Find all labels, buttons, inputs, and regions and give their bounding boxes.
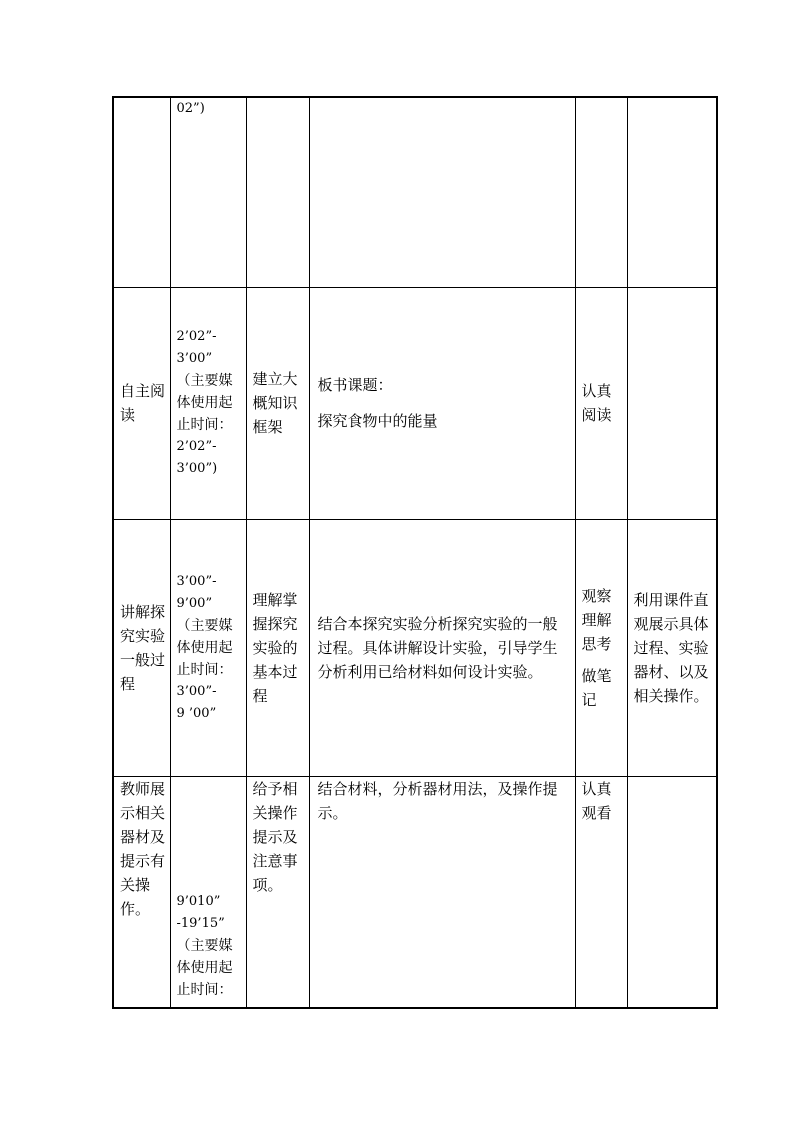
- intent-cell: [246, 97, 309, 287]
- student-text: 认真观看: [581, 779, 612, 822]
- stage-cell: [113, 97, 170, 287]
- teacher-text: 结合材料，分析器材用法，及操作提示。: [317, 779, 558, 822]
- table-row: [113, 97, 717, 287]
- teacher-activity-cell: [309, 287, 575, 519]
- stage-text: 教师展示相关器材及提示有关操作。: [120, 779, 166, 918]
- lesson-plan-table: [112, 96, 718, 1009]
- time-line: 9’00”: [176, 595, 213, 611]
- time-line: -19’15”: [176, 916, 225, 931]
- intent-text: 理解掌握探究实验的基本过程: [252, 590, 298, 705]
- time-cell: [170, 519, 246, 776]
- time-line: 3’00”): [176, 461, 218, 476]
- stage-text: 自主阅读: [120, 382, 166, 424]
- intent-text: 给予相关操作提示及注意事项。: [252, 779, 298, 894]
- teacher-line: 板书课题：: [317, 376, 393, 394]
- time-note: （主要媒体使用起止时间：: [176, 938, 233, 998]
- time-line: 3’00”: [176, 351, 213, 366]
- table-row: [113, 776, 717, 1008]
- time-line: 02”): [176, 101, 205, 116]
- stage-text: 讲解探究实验一般过程: [120, 602, 166, 693]
- teacher-activity-cell: [309, 519, 575, 776]
- time-note: （主要媒体使用起止时间：: [176, 373, 233, 433]
- intent-cell: [246, 287, 309, 519]
- media-cell: [627, 97, 717, 287]
- time-line: 2’02”-: [176, 439, 217, 454]
- media-cell: [627, 287, 717, 519]
- stage-cell: [113, 776, 170, 1008]
- student-activity-cell: [575, 776, 627, 1008]
- teacher-activity-cell: [309, 776, 575, 1008]
- time-note: （主要媒体使用起止时间：: [176, 617, 233, 678]
- time-cell: [170, 97, 246, 287]
- time-line: 9 ’00”: [176, 705, 217, 721]
- time-line: 2’02”-: [176, 329, 217, 344]
- time-line: 3’00”-: [176, 683, 217, 699]
- intent-cell: [246, 776, 309, 1008]
- intent-cell: [246, 519, 309, 776]
- stage-cell: [113, 287, 170, 519]
- media-cell: [627, 519, 717, 776]
- time-cell: [170, 287, 246, 519]
- time-line: 9’010”: [176, 894, 221, 909]
- table-row: [113, 287, 717, 519]
- student-activity-cell: [575, 287, 627, 519]
- teacher-text: 结合本探究实验分析探究实验的一般过程。具体讲解设计实验，引导学生分析利用已给材料如何设计实验。: [317, 614, 558, 681]
- teacher-line: 探究食物中的能量: [317, 412, 438, 430]
- student-line: 观察理解思考: [581, 586, 612, 653]
- stage-cell: [113, 519, 170, 776]
- time-line: 3’00”-: [176, 573, 217, 589]
- table-row: [113, 519, 717, 776]
- student-text: 认真阅读: [581, 382, 612, 424]
- intent-text: 建立大概知识框架: [252, 370, 298, 436]
- media-cell: [627, 776, 717, 1008]
- student-line: 做笔记: [581, 666, 612, 709]
- student-activity-cell: [575, 97, 627, 287]
- student-activity-cell: [575, 519, 627, 776]
- teacher-activity-cell: [309, 97, 575, 287]
- time-cell: [170, 776, 246, 1008]
- media-text: 利用课件直观展示具体过程、实验器材、以及相关操作。: [633, 590, 709, 705]
